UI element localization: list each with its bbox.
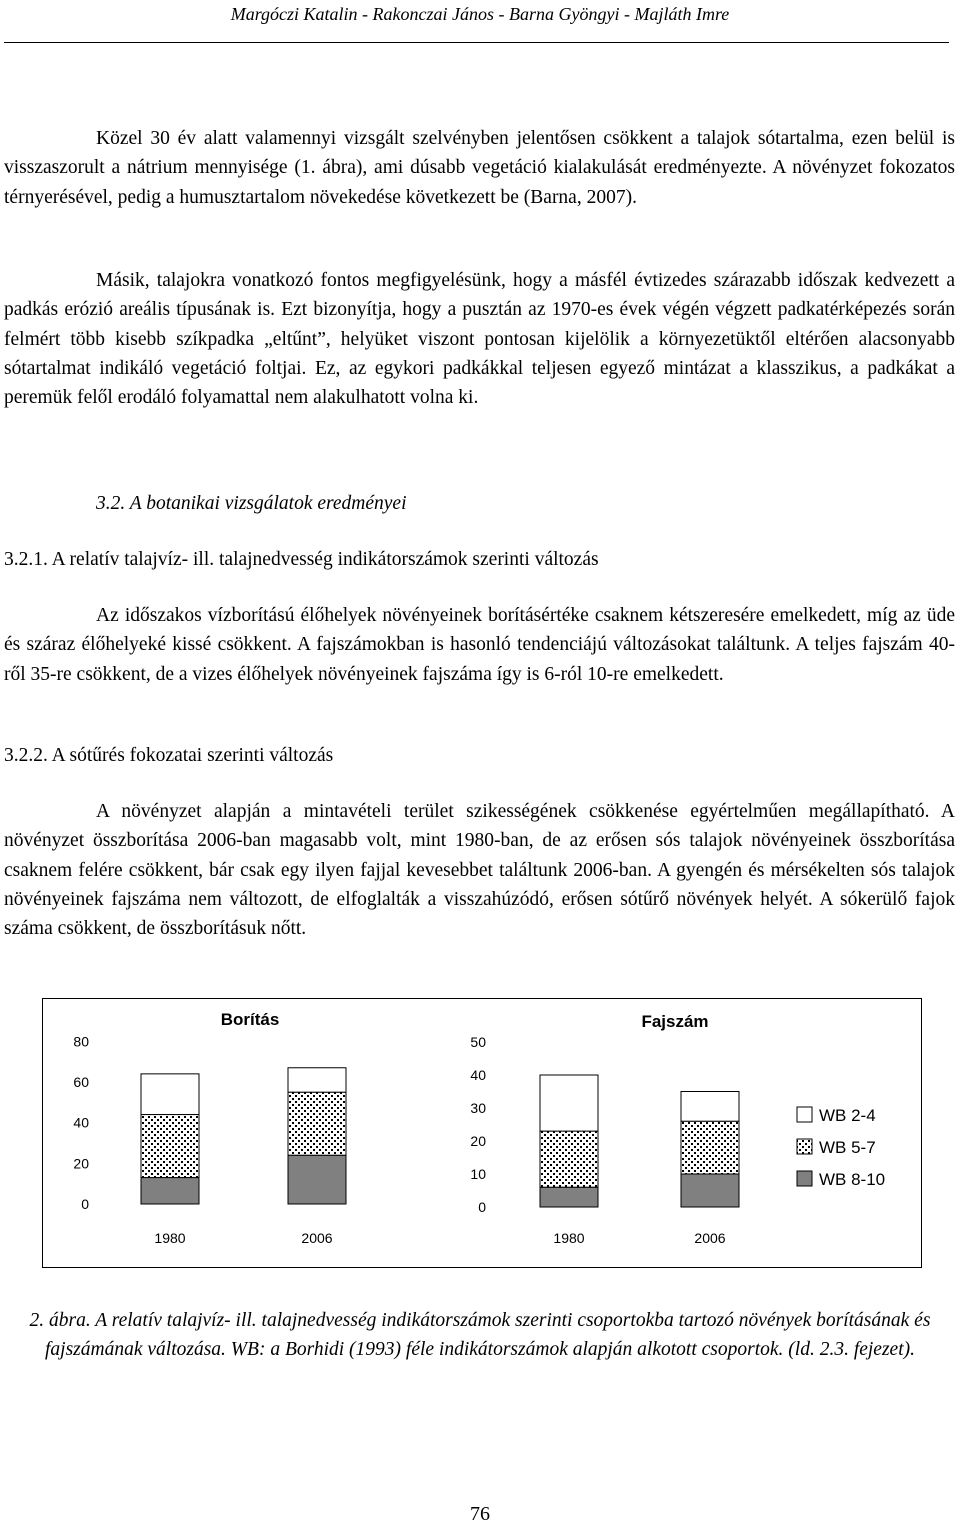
header-rule <box>4 42 949 43</box>
bar-segment <box>540 1187 598 1207</box>
chart-title: Fajszám <box>641 1012 709 1031</box>
paragraph-4: A növényzet alapján a mintavételi terület szikességének csökkenése egyértelműen megállapítható. A növényzet összborítása 2006-ban magasabb volt, mint 1980-ban, de az erősen sós talajok növényeinek összborítása csaknem felére csökkent, bár csak egy ilyen fajjal kevesebbet találtunk 2006-ban. A gyengén és mérsékelten sós talajok növényeinek fajszáma nem változott, de elfoglalták a visszahúzódó, erősen sótűrő növények helyét. A sókerülő fajok száma csökkent, de összborításuk nőtt. <box>4 801 955 940</box>
y-tick-label: 80 <box>73 1033 89 1050</box>
y-tick-label: 40 <box>470 1067 486 1083</box>
y-tick-label: 20 <box>470 1133 486 1149</box>
bar-segment <box>141 1074 199 1115</box>
page-number: 76 <box>470 1503 490 1525</box>
paragraph-2: Másik, talajokra vonatkozó fontos megfigyelésünk, hogy a másfél évtizedes szárazabb időszak kedvezett a padkás erózió areális típusának is. Ezt bizonyítja, hogy a pusztán az 1970-es évek végén végzett padkatérképezés során felmért több kisebb szíkpadka „eltűnt”, helyüket viszont pontosan kijelölik a környezetüktől eltérően alacsonyabb sótartalmat indikáló vegetáció foltjai. Ez, az egykori padkákkal teljesen egyező mintázat a klasszikus, a padkákat a peremük felől erodáló folyamattal nem alakulhatott volna ki. <box>4 270 955 409</box>
x-tick-label: 2006 <box>694 1230 726 1246</box>
figure-chart-svg <box>43 999 921 1267</box>
figure-2 <box>42 998 922 1268</box>
x-tick-label: 2006 <box>301 1230 333 1246</box>
bar-segment <box>288 1092 346 1155</box>
section-heading-3-2: 3.2. A botanikai vizsgálatok eredményei <box>96 493 407 514</box>
section-heading-3-2-2: 3.2.2. A sótűrés fokozatai szerinti változás <box>4 745 334 766</box>
x-tick-label: 1980 <box>553 1230 585 1246</box>
y-tick-label: 0 <box>81 1196 89 1212</box>
bar-segment <box>288 1155 346 1204</box>
bar-segment <box>681 1174 739 1207</box>
y-tick-label: 60 <box>73 1074 89 1090</box>
bar-segment <box>540 1131 598 1187</box>
bar-segment <box>540 1075 598 1131</box>
figure-caption: 2. ábra. A relatív talajvíz- ill. talajnedvesség indikátorszámok szerinti csoportokba tartozó növények borításának és fajszámának változása. WB: a Borhidi (1993) féle indikátorszámok alapján alkotott csoportok. (ld. 2.3. fejezet). <box>29 1310 931 1361</box>
y-tick-label: 10 <box>470 1166 486 1182</box>
y-tick-label: 0 <box>478 1199 486 1215</box>
x-tick-label: 1980 <box>154 1230 186 1246</box>
bar-segment <box>288 1068 346 1092</box>
running-header: Margóczi Katalin - Rakonczai János - Barna Gyöngyi - Majláth Imre <box>230 4 730 24</box>
bar-segment <box>681 1121 739 1174</box>
paragraph-3: Az időszakos vízborítású élőhelyek növényeinek borításértéke csaknem kétszeresére emelkedett, míg az üde és száraz élőhelyeké kissé csökkent. A fajszámokban is hasonló tendenciájú változásokat találtunk. A teljes fajszám 40-ről 35-re csökkent, de a vizes élőhelyek növényeinek fajszáma így is 6-ról 10-re emelkedett. <box>4 605 955 685</box>
y-tick-label: 50 <box>470 1034 486 1050</box>
y-tick-label: 30 <box>470 1100 486 1116</box>
section-heading-3-2-1: 3.2.1. A relatív talajvíz- ill. talajnedvesség indikátorszámok szerinti változás <box>4 549 599 570</box>
legend-swatch <box>797 1107 812 1122</box>
legend-label: WB 2-4 <box>819 1106 876 1125</box>
y-tick-label: 40 <box>73 1114 89 1131</box>
bar-segment <box>141 1115 199 1178</box>
chart-title: Borítás <box>220 1010 280 1029</box>
paragraph-1: Közel 30 év alatt valamennyi vizsgált szelvényben jelentősen csökkent a talajok sótartalma, ezen belül is visszaszorult a nátrium mennyisége (1. ábra), ami dúsabb vegetáció kialakulását eredményezte. A növényzet fokozatos térnyerésével, pedig a humusztartalom növekedése következett be (Barna, 2007). <box>4 128 955 208</box>
legend-label: WB 8-10 <box>819 1170 886 1189</box>
bar-segment <box>141 1178 199 1204</box>
y-tick-label: 20 <box>73 1155 89 1172</box>
legend-label: WB 5-7 <box>819 1138 876 1157</box>
bar-segment <box>681 1092 739 1122</box>
legend-swatch <box>797 1171 812 1186</box>
legend-swatch <box>797 1139 812 1154</box>
